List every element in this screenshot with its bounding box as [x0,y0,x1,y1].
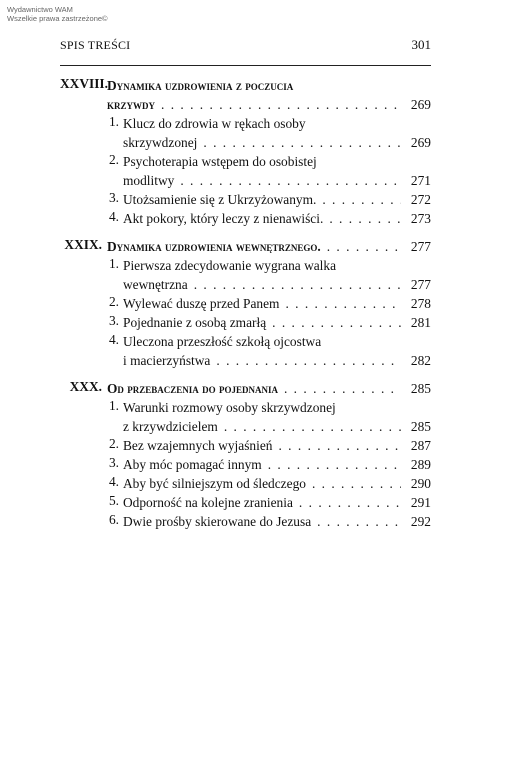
entry-page: 285 [410,419,431,434]
chapter-title-line [60,95,431,114]
entry-title: Odporność na kolejne zranienia [123,495,293,510]
dot-leader [312,474,401,493]
chapter-number: XXIX. [64,237,102,252]
toc-entry [60,209,431,228]
running-title: SPIS TREŚCI [60,38,131,52]
entry-number: 1. [108,256,119,271]
entry-page: 287 [410,438,431,453]
entry-title-continued: skrzywdzonej [123,135,198,150]
entry-title-continued: wewnętrzna [123,277,188,292]
toc-entry [60,455,431,474]
entry-title: Utożsamienie się z Ukrzyżowanym. [123,192,317,207]
entry-title: Bez wzajemnych wyjaśnień [123,438,273,453]
chapter-title-continued: krzywdy [107,97,156,112]
toc-entry [60,114,431,152]
chapter-title: Dynamika uzdrowienia wewnętrznego. [107,239,321,254]
entry-title-continued: i macierzyństwa [123,353,211,368]
dot-leader [216,351,401,370]
toc-entry [60,152,431,190]
entry-number: 4. [108,332,119,347]
entry-number: 3. [108,455,119,470]
entry-number: 1. [108,114,119,129]
chapter-entries [60,114,431,228]
entry-page: 272 [410,192,431,207]
table-of-contents [60,76,431,531]
chapter-entries [60,256,431,370]
chapter-title: Dynamika uzdrowienia z poczucia [107,78,294,93]
entry-page: 289 [410,457,431,472]
dot-leader [161,95,401,114]
entry-page: 292 [410,514,431,529]
entry-page: 278 [410,296,431,311]
dot-leader [299,493,401,512]
entry-title: Aby być silniejszym od śledczego [123,476,306,491]
toc-entry [60,190,431,209]
dot-leader [203,133,401,152]
dot-leader [268,455,401,474]
chapter-page: 269 [410,97,431,112]
copyright-notice: Wszelkie prawa zastrzeżone© [7,13,108,23]
dot-leader [278,436,401,455]
entry-number: 3. [108,313,119,328]
entry-page: 273 [410,211,431,226]
entry-title: Pojednanie z osobą zmarłą [123,315,267,330]
toc-entry [60,493,431,512]
toc-entry [60,474,431,493]
entry-title: Aby móc pomagać innym [123,457,262,472]
chapter-title-line [60,76,431,95]
page-number: 301 [411,37,431,52]
entry-number: 5. [108,493,119,508]
entry-title-continued: z krzywdzicielem [123,419,218,434]
chapter-page: 277 [410,239,431,254]
dot-leader [180,171,401,190]
entry-title: Klucz do zdrowia w rękach osoby [123,116,306,131]
entry-page: 281 [410,315,431,330]
chapter-page: 285 [410,381,431,396]
entry-number: 2. [108,436,119,451]
page-header [60,37,431,53]
entry-number: 4. [108,209,119,224]
chapter-title: Od przebaczenia do pojednania [107,381,278,396]
dot-leader [284,379,401,398]
dot-leader [272,313,401,332]
entry-page: 282 [410,353,431,368]
toc-entry [60,256,431,294]
toc-chapter [60,237,431,370]
entry-number: 6. [108,512,119,527]
dot-leader [317,512,401,531]
dot-leader [322,190,401,209]
entry-title: Dwie prośby skierowane do Jezusa [123,514,312,529]
entry-title: Psychoterapia wstępem do osobistej [123,154,317,169]
chapter-title-line [60,237,431,256]
publisher-name: Wydawnictwo WAM [7,5,73,14]
chapter-number: XXX. [69,379,102,394]
toc-chapter [60,76,431,228]
dot-leader [194,275,401,294]
toc-entry [60,332,431,370]
toc-entry [60,436,431,455]
entry-page: 290 [410,476,431,491]
entry-title-continued: modlitwy [123,173,175,188]
entry-title: Warunki rozmowy osoby skrzywdzonej [123,400,336,415]
entry-page: 277 [410,277,431,292]
publisher-notice [7,6,108,23]
entry-title: Wylewać duszę przed Panem [123,296,280,311]
toc-entry [60,512,431,531]
entry-title: Pierwsza zdecydowanie wygrana walka [123,258,337,273]
toc-entry [60,294,431,313]
entry-page: 269 [410,135,431,150]
toc-chapter [60,379,431,531]
dot-leader [285,294,401,313]
chapter-title-line [60,379,431,398]
entry-number: 2. [108,152,119,167]
toc-entry [60,398,431,436]
entry-page: 291 [410,495,431,510]
entry-number: 2. [108,294,119,309]
entry-title: Uleczona przeszłość szkołą ojcostwa [123,334,322,349]
entry-number: 4. [108,474,119,489]
dot-leader [224,417,401,436]
toc-entry [60,313,431,332]
dot-leader [329,209,401,228]
header-rule [60,65,431,66]
entry-number: 1. [108,398,119,413]
dot-leader [327,237,401,256]
entry-title: Akt pokory, który leczy z nienawiści. [123,211,324,226]
chapter-entries [60,398,431,531]
entry-page: 271 [410,173,431,188]
entry-number: 3. [108,190,119,205]
chapter-number: XXVIII. [60,76,108,91]
